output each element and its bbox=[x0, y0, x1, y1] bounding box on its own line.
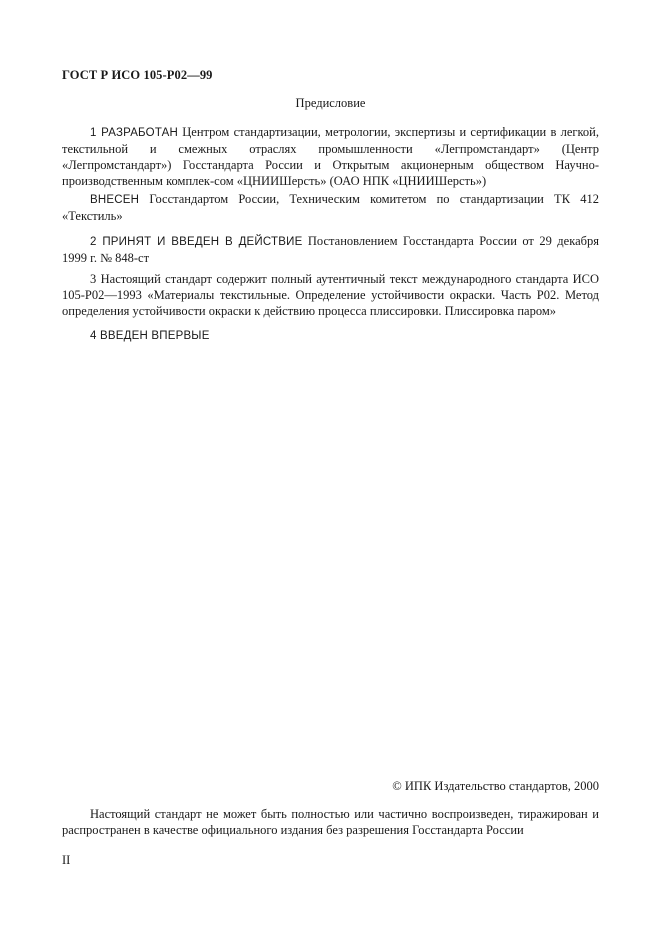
foreword-title: Предисловие bbox=[295, 96, 366, 110]
paragraph-text: Центром стандартизации, метрологии, экспертизы и сертификации в легкой, текстильной и смежных отраслях промышленности «Легпромстандарт» (Центр «Легпромстандарт») Госстандарта России и Открытым акционерным обществом Научно-производственным комплек-сом «ЦНИИШерсть» (ОАО НПК «ЦНИИШерсть») bbox=[62, 125, 599, 188]
paragraph-first-introduced: 4 ВВЕДЕН ВПЕРВЫЕ bbox=[90, 330, 210, 342]
reproduction-notice: Настоящий стандарт не может быть полностью или частично воспроизведен, тиражирован и распространен в качестве официального издания без разрешения Госстандарта России bbox=[62, 807, 599, 837]
paragraph-lead: 1 РАЗРАБОТАН bbox=[90, 127, 179, 139]
paragraph-text: Постановлением Госстандарта России от 29 декабря 1999 г. № 848-ст bbox=[62, 234, 599, 265]
page-number: II bbox=[62, 853, 71, 867]
standard-code-header: ГОСТ Р ИСО 105-Р02—99 bbox=[62, 68, 213, 82]
paragraph-text: Госстандартом России, Техническим комитетом по стандартизации ТК 412 «Текстиль» bbox=[62, 192, 599, 223]
paragraph-introduced-by bbox=[62, 191, 599, 224]
paragraph-authentic-text: 3 Настоящий стандарт содержит полный аутентичный текст международного стандарта ИСО 105-Р02—1993 «Материалы текстильные. Определение устойчивости окраски. Часть Р02. Метод определения устойчивости окраски к действию процесса плиссировки. Плиссировка паром» bbox=[62, 272, 599, 318]
paragraph-adopted bbox=[62, 233, 599, 266]
paragraph-lead: ВНЕСЕН bbox=[90, 194, 140, 206]
copyright-line: © ИПК Издательство стандартов, 2000 bbox=[392, 779, 599, 793]
paragraph-developed-by bbox=[62, 124, 599, 189]
paragraph-lead: 2 ПРИНЯТ И ВВЕДЕН В ДЕЙСТВИЕ bbox=[90, 236, 303, 248]
